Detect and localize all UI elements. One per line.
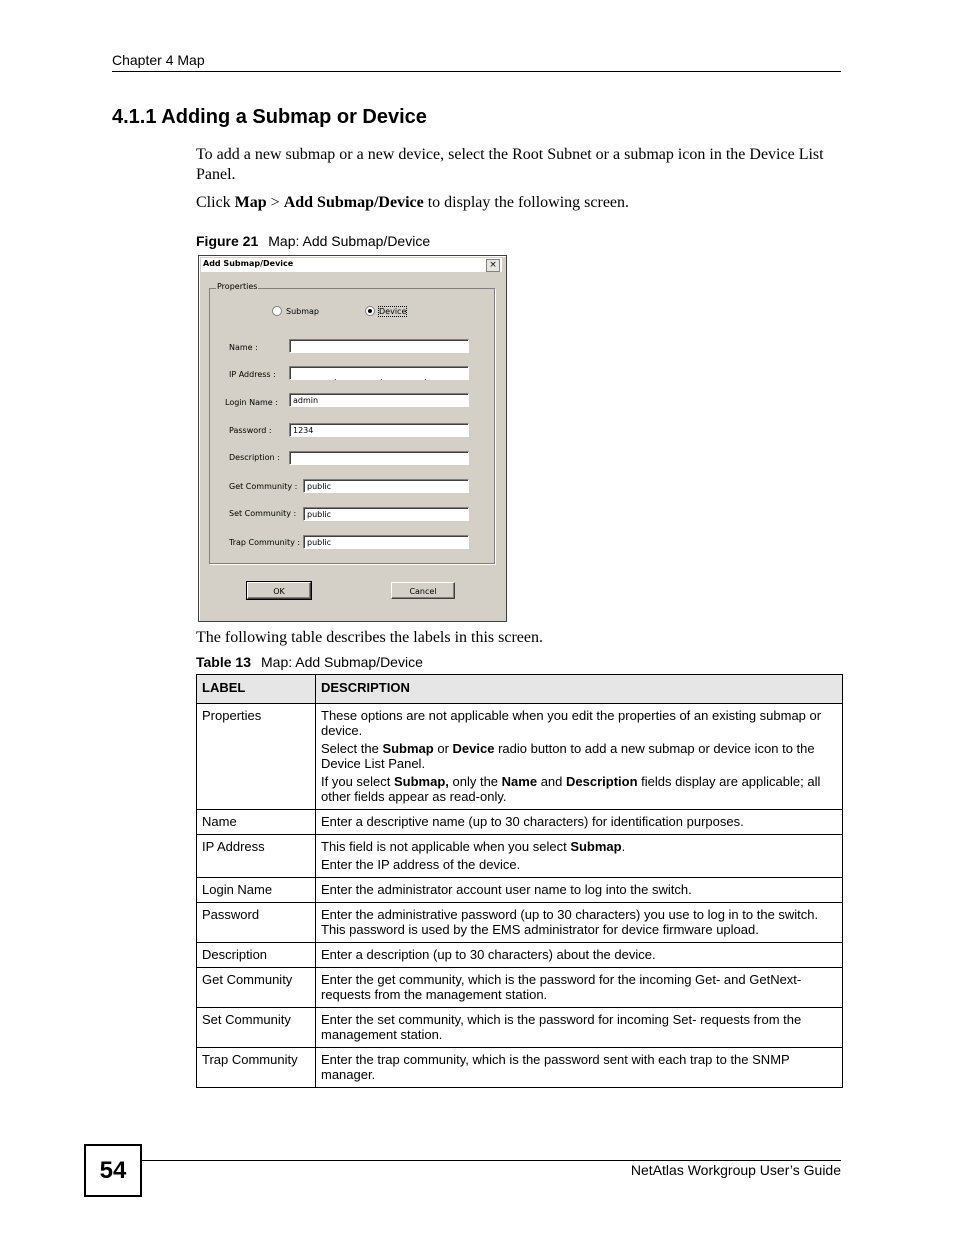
table-row [197, 878, 843, 903]
footer-rule [140, 1160, 841, 1161]
properties-group-label: Properties [217, 282, 258, 291]
header-description: DESCRIPTION [316, 675, 843, 704]
login-name-field[interactable]: admin [289, 393, 469, 407]
row-label: Login Name [197, 878, 316, 903]
row-description: These options are not applicable when you edit the properties of an existing submap or device. Select the Submap or Device radio button to add a new submap or device icon to the Device List Panel. If you select Submap, only the Name and Description fields display are applicable; all other fields appear as read-only. [316, 704, 843, 810]
password-field[interactable]: 1234 [289, 423, 469, 437]
table-row [197, 1008, 843, 1048]
table-row [197, 968, 843, 1008]
get-community-label: Get Community : [229, 482, 298, 491]
row-label: Trap Community [197, 1048, 316, 1088]
ip-address-field[interactable] [289, 366, 469, 380]
ip-separator: . [380, 373, 383, 382]
row-label: Properties [197, 704, 316, 810]
table-caption: Table 13 Map: Add Submap/Device [196, 654, 423, 670]
table-row [197, 903, 843, 943]
table-intro: The following table describes the labels in this screen. [196, 629, 544, 646]
name-field[interactable] [289, 339, 469, 353]
page-number: 54 [84, 1144, 142, 1197]
row-description: Enter the set community, which is the password for incoming Set- requests from the management station. [316, 1008, 843, 1048]
table-row [197, 704, 843, 810]
add-submap-device-dialog [198, 255, 507, 622]
row-label: Password [197, 903, 316, 943]
guide-title: NetAtlas Workgroup User’s Guide [630, 1162, 841, 1178]
login-name-label: Login Name : [225, 398, 278, 407]
table-row [197, 943, 843, 968]
intro-paragraph: To add a new submap or a new device, select the Root Subnet or a submap icon in the Device List Panel. [196, 146, 824, 183]
row-label: IP Address [197, 835, 316, 878]
close-icon[interactable]: × [486, 259, 500, 272]
header-label: LABEL [197, 675, 316, 704]
cancel-button[interactable]: Cancel [391, 582, 455, 599]
menu-add-submap-device: Add Submap/Device [283, 194, 424, 211]
row-label: Get Community [197, 968, 316, 1008]
radio-submap[interactable]: Submap [272, 306, 319, 316]
description-field[interactable] [289, 451, 469, 465]
dialog-title: Add Submap/Device [203, 259, 294, 268]
chapter-header: Chapter 4 Map [112, 52, 205, 68]
radio-selected-icon [365, 306, 375, 316]
ip-separator: . [334, 373, 337, 382]
row-label: Description [197, 943, 316, 968]
table-header-row [197, 675, 843, 704]
header-rule [112, 71, 841, 72]
set-community-field[interactable]: public [303, 507, 469, 521]
get-community-field[interactable]: public [303, 479, 469, 493]
table-row [197, 810, 843, 835]
table-row [197, 1048, 843, 1088]
radio-icon [272, 306, 282, 316]
description-label: Description : [229, 453, 280, 462]
password-label: Password : [229, 426, 272, 435]
set-community-label: Set Community : [229, 509, 297, 518]
trap-community-field[interactable]: public [303, 535, 469, 549]
row-description: Enter the administrator account user name to log into the switch. [316, 878, 843, 903]
trap-community-label: Trap Community : [229, 538, 301, 547]
ok-button[interactable]: OK [247, 582, 311, 599]
menu-map: Map [234, 194, 267, 211]
row-description: Enter the administrative password (up to 30 characters) you use to log in to the switch. This password is used by the EMS administrator for device firmware upload. [316, 903, 843, 943]
figure-caption: Figure 21 Map: Add Submap/Device [196, 233, 431, 249]
dialog-titlebar [201, 258, 502, 272]
label-description-table [196, 674, 843, 1088]
instruction-paragraph: Click Map > Add Submap/Device to display the following screen. [196, 194, 630, 211]
row-description: Enter a descriptive name (up to 30 characters) for identification purposes. [316, 810, 843, 835]
radio-device[interactable]: Device [365, 306, 406, 316]
section-title: 4.1.1 Adding a Submap or Device [112, 106, 427, 128]
ip-address-label: IP Address : [229, 370, 276, 379]
ip-separator: . [424, 373, 427, 382]
row-description: Enter the trap community, which is the password sent with each trap to the SNMP manager. [316, 1048, 843, 1088]
row-label: Name [197, 810, 316, 835]
row-description: Enter the get community, which is the password for the incoming Get- and GetNext- requests from the management station. [316, 968, 843, 1008]
row-description: Enter a description (up to 30 characters) about the device. [316, 943, 843, 968]
name-label: Name : [229, 343, 258, 352]
row-label: Set Community [197, 1008, 316, 1048]
table-row [197, 835, 843, 878]
row-description: This field is not applicable when you select Submap. Enter the IP address of the device. [316, 835, 843, 878]
